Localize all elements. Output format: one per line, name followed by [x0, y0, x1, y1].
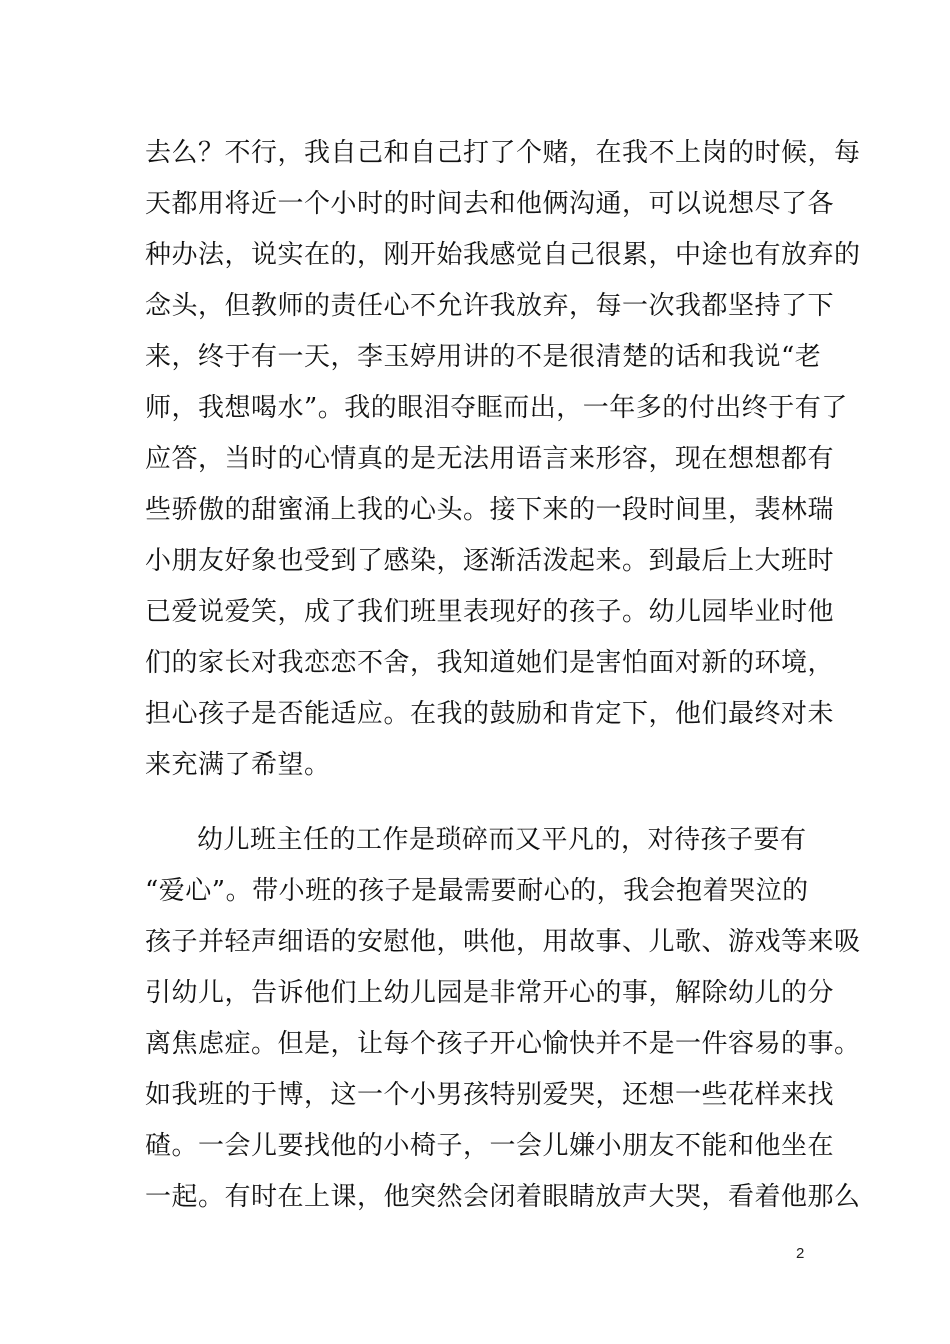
text-line: 些骄傲的甜蜜涌上我的心头。接下来的一段时间里，裴林瑞: [145, 495, 835, 525]
text-line: 已爱说爱笑，成了我们班里表现好的孩子。幼儿园毕业时他: [145, 597, 835, 627]
text-line: 来，终于有一天，李玉婷用讲的不是很清楚的话和我说“老: [145, 342, 822, 372]
text-line: 离焦虑症。但是，让每个孩子开心愉快并不是一件容易的事。: [145, 1029, 861, 1059]
text-line: 孩子并轻声细语的安慰他，哄他，用故事、儿歌、游戏等来吸: [145, 927, 861, 957]
text-line: 如我班的于博，这一个小男孩特别爱哭，还想一些花样来找: [145, 1080, 835, 1110]
text-line: 天都用将近一个小时的时间去和他俩沟通，可以说想尽了各: [145, 189, 835, 219]
page-number: 2: [796, 1245, 805, 1262]
text-line: 去么？不行，我自己和自己打了个赌，在我不上岗的时候，每: [145, 138, 861, 168]
text-line: 一起。有时在上课，他突然会闭着眼睛放声大哭，看着他那么: [145, 1182, 861, 1212]
paragraph-2: [145, 815, 861, 1223]
text-line: 师，我想喝水”。我的眼泪夺眶而出，一年多的付出终于有了: [145, 393, 848, 423]
text-line: 引幼儿，告诉他们上幼儿园是非常开心的事，解除幼儿的分: [145, 978, 835, 1008]
text-line: 来充满了希望。: [145, 750, 331, 780]
text-line: 担心孩子是否能适应。在我的鼓励和肯定下，他们最终对未: [145, 699, 835, 729]
text-line: 们的家长对我恋恋不舍，我知道她们是害怕面对新的环境，: [145, 648, 835, 678]
text-line: 幼儿班主任的工作是琐碎而又平凡的，对待孩子要有: [197, 825, 807, 855]
text-line: 念头，但教师的责任心不允许我放弃，每一次我都坚持了下: [145, 291, 835, 321]
paragraph-1: [145, 128, 861, 791]
text-line: 应答，当时的心情真的是无法用语言来形容，现在想想都有: [145, 444, 835, 474]
text-line: 碴。一会儿要找他的小椅子，一会儿嫌小朋友不能和他坐在: [145, 1131, 835, 1161]
text-line: 种办法，说实在的，刚开始我感觉自己很累，中途也有放弃的: [145, 240, 861, 270]
text-line: 小朋友好象也受到了感染，逐渐活泼起来。到最后上大班时: [145, 546, 835, 576]
paragraph-gap: [145, 791, 805, 815]
body-text: [145, 128, 861, 1223]
text-line: “爱心”。带小班的孩子是最需要耐心的，我会抱着哭泣的: [145, 876, 809, 906]
